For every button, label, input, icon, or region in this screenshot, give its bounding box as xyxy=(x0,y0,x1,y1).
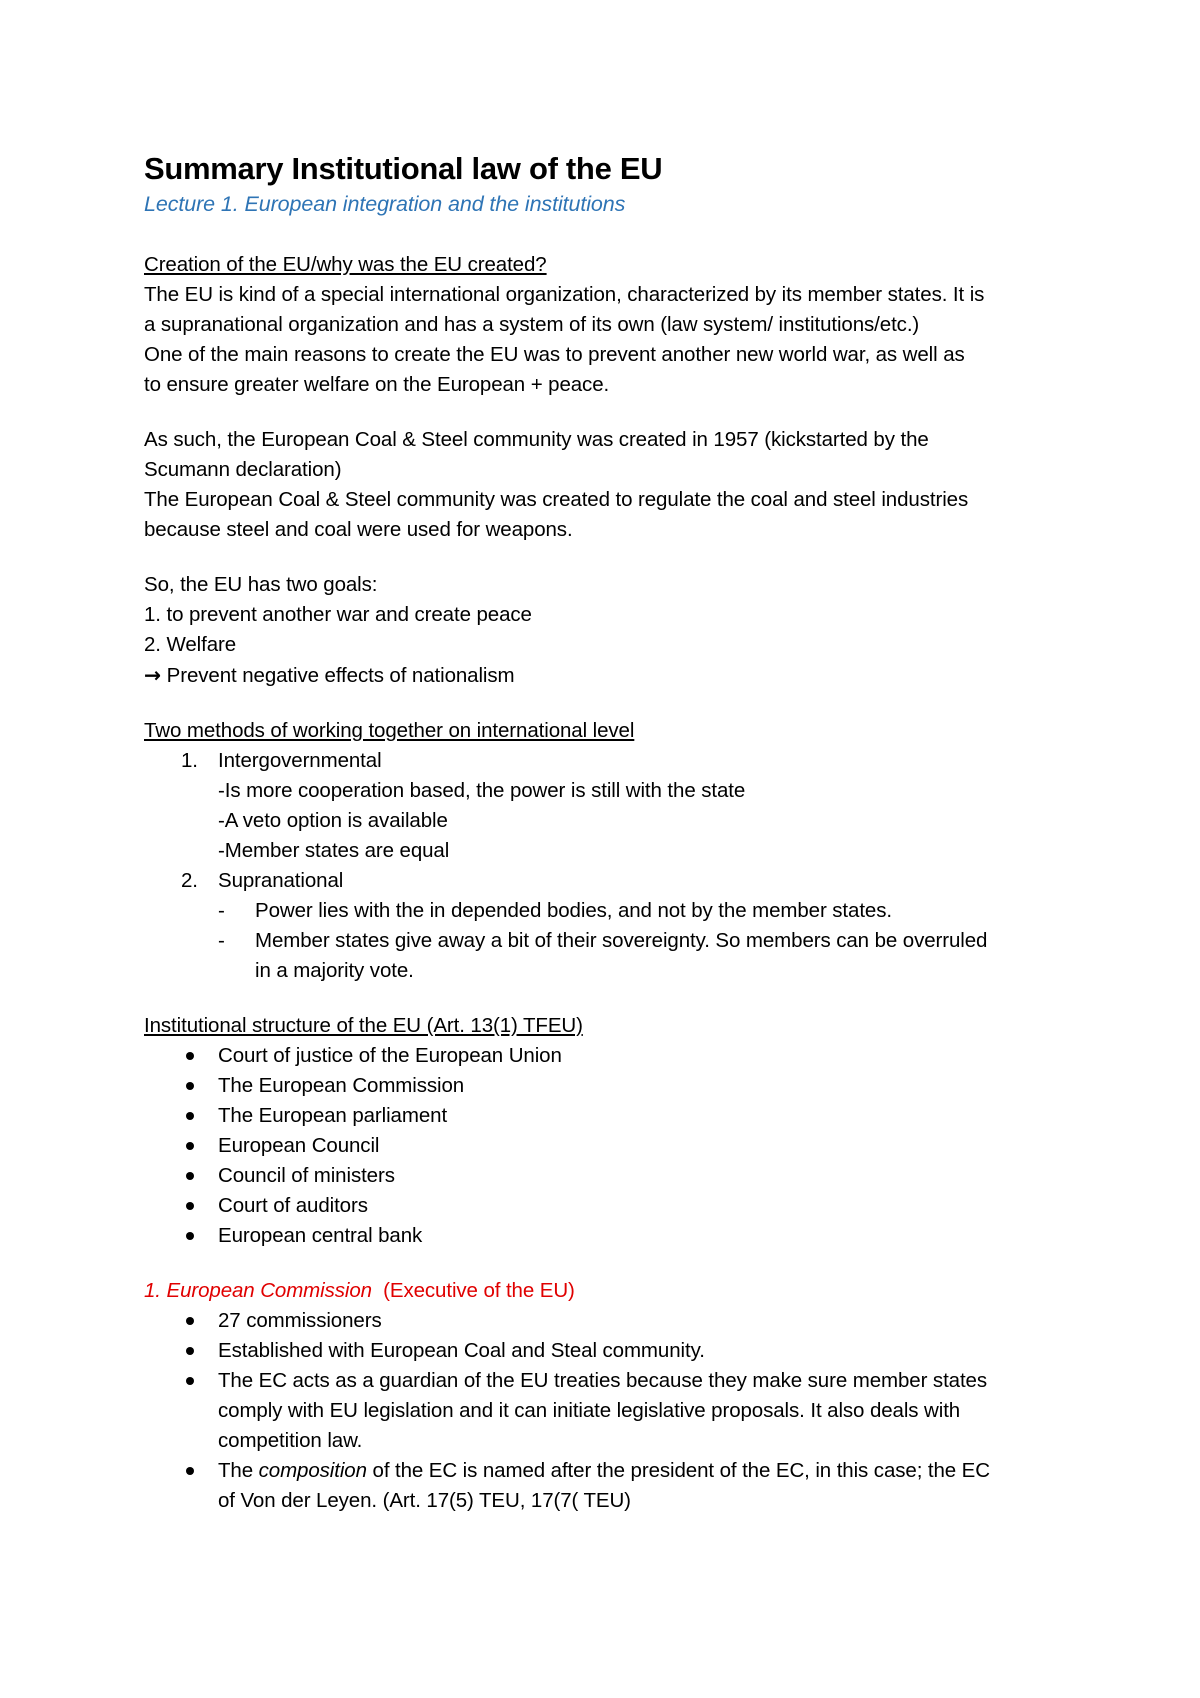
paragraph-line: a supranational organization and has a system of its own (law system/ institutions/etc.) xyxy=(144,313,920,336)
bullet-icon xyxy=(186,1467,194,1475)
commission-point: Established with European Coal and Steal community. xyxy=(218,1339,705,1362)
bullet-icon xyxy=(186,1112,194,1120)
bullet-icon xyxy=(186,1377,194,1385)
list-item xyxy=(144,866,1074,896)
goal-arrow-text: Prevent negative effects of nationalism xyxy=(161,664,515,687)
goal-item: 1. to prevent another war and create peace xyxy=(144,603,532,626)
arrow-right-icon: → xyxy=(144,663,162,687)
lecture-subtitle: Lecture 1. European integration and the institutions xyxy=(144,192,626,216)
composition-italic: composition xyxy=(258,1459,367,1482)
bullet-icon xyxy=(186,1202,194,1210)
list-item xyxy=(144,1071,1074,1101)
composition-post: of the EC is named after the president of the EC, in this case; the EC xyxy=(366,1459,990,1482)
institution-name: Court of auditors xyxy=(218,1194,368,1217)
institutions-list xyxy=(144,1041,1074,1251)
methods-list xyxy=(144,866,1074,896)
dash-point-text: Member states give away a bit of their sovereignty. So members can be overruled xyxy=(255,929,988,952)
bullet-icon xyxy=(186,1082,194,1090)
commission-list xyxy=(144,1306,1074,1516)
list-item xyxy=(144,1161,1074,1191)
commission-point: 27 commissioners xyxy=(218,1309,382,1332)
institution-name: The European parliament xyxy=(218,1104,448,1127)
bullet-icon xyxy=(186,1347,194,1355)
institution-name: European Council xyxy=(218,1134,380,1157)
paragraph-line: Scumann declaration) xyxy=(144,458,342,481)
paragraph-line: As such, the European Coal & Steel community was created in 1957 (kickstarted by the xyxy=(144,428,929,451)
institution-name: The European Commission xyxy=(218,1074,465,1097)
method-point: -Is more cooperation based, the power is still with the state xyxy=(218,779,746,802)
composition-line2: of Von der Leyen. (Art. 17(5) TEU, 17(7( TEU) xyxy=(218,1489,631,1512)
commission-heading-title: 1. European Commission xyxy=(144,1279,372,1302)
list-item-label: Intergovernmental xyxy=(218,749,382,772)
commission-point-line: comply with EU legislation and it can initiate legislative proposals. It also deals with xyxy=(218,1399,961,1422)
list-number: 2. xyxy=(181,869,198,892)
document-title: Summary Institutional law of the EU xyxy=(144,151,663,186)
list-item xyxy=(144,1221,1074,1251)
bullet-icon xyxy=(186,1317,194,1325)
section-heading-methods: Two methods of working together on international level xyxy=(144,719,635,742)
method-point: -A veto option is available xyxy=(218,809,448,832)
goal-item: 2. Welfare xyxy=(144,633,237,656)
bullet-icon xyxy=(186,1052,194,1060)
section-heading-creation: Creation of the EU/why was the EU created? xyxy=(144,253,547,276)
list-item xyxy=(144,746,1074,776)
institution-name: Court of justice of the European Union xyxy=(218,1044,562,1067)
composition-pre: The xyxy=(218,1459,259,1482)
bullet-icon xyxy=(186,1142,194,1150)
paragraph-line: The European Coal & Steel community was created to regulate the coal and steel industries xyxy=(144,488,969,511)
dash-point-text: Power lies with the in depended bodies, and not by the member states. xyxy=(255,899,892,922)
dash-marker: - xyxy=(218,899,225,922)
methods-list xyxy=(144,746,1074,776)
bullet-icon xyxy=(186,1172,194,1180)
list-item-label: Supranational xyxy=(218,869,344,892)
section-heading-commission xyxy=(144,1276,1074,1306)
paragraph-line: because steel and coal were used for weapons. xyxy=(144,518,573,541)
method-dash-point-continued: in a majority vote. xyxy=(255,959,414,982)
document-content xyxy=(144,150,1074,1516)
list-number: 1. xyxy=(181,749,198,772)
list-item xyxy=(144,1191,1074,1221)
list-item xyxy=(144,1101,1074,1131)
method-point: -Member states are equal xyxy=(218,839,450,862)
bullet-icon xyxy=(186,1232,194,1240)
paragraph-line: One of the main reasons to create the EU was to prevent another new world war, as well as xyxy=(144,343,965,366)
list-item xyxy=(144,1336,1074,1366)
section-heading-institutions: Institutional structure of the EU (Art. 13(1) TFEU) xyxy=(144,1014,583,1037)
institution-name: European central bank xyxy=(218,1224,423,1247)
method-dash-point xyxy=(144,896,1074,926)
list-item xyxy=(144,1306,1074,1336)
commission-point-line: competition law. xyxy=(218,1429,363,1452)
goal-arrow-line xyxy=(144,660,1074,691)
paragraph-line: to ensure greater welfare on the European + peace. xyxy=(144,373,610,396)
list-item xyxy=(144,1131,1074,1161)
commission-heading-note: (Executive of the EU) xyxy=(371,1279,575,1302)
commission-point-line: The EC acts as a guardian of the EU treaties because they make sure member states xyxy=(218,1369,988,1392)
paragraph-line: The EU is kind of a special international organization, characterized by its member states. It is xyxy=(144,283,985,306)
goals-intro: So, the EU has two goals: xyxy=(144,573,378,596)
list-item xyxy=(144,1041,1074,1071)
dash-marker: - xyxy=(218,929,225,952)
list-item xyxy=(144,1366,1074,1456)
method-dash-point xyxy=(144,926,1074,956)
institution-name: Council of ministers xyxy=(218,1164,395,1187)
list-item xyxy=(144,1456,1074,1516)
